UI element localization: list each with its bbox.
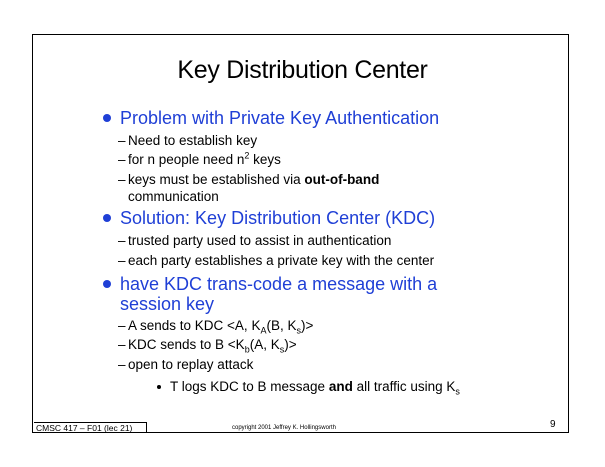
sub-item: – Need to establish key [118,133,258,148]
sub-item: – open to replay attack [118,357,254,372]
footer-copyright: copyright 2001 Jeffrey K. Hollingsworth [232,425,336,431]
bullet-dot [103,280,111,288]
sub-item: – for n people need $n^2$ keys [118,150,281,167]
sub-item: – keys must be established via out-of-band communication [118,172,380,204]
bullet-dot [103,214,111,222]
footer-course: CMSC 417 – F01 (lec 21) [36,423,133,433]
bullet-1 [120,108,439,128]
sub-item: – each party establishes a private key with the center [118,253,435,268]
sub-sub-item: T logs KDC to B message and all traffic using $K_s$ [170,378,460,395]
bullet-2-text: Solution: Key Distribution Center (KDC) [120,208,436,228]
sub-item: – trusted party used to assist in authentication [118,233,392,248]
small-bullet-dot [157,385,161,389]
bullet-2 [120,208,435,228]
bullet-3: have KDC trans-code a message with a session key [120,274,437,314]
sub-item: – KDC sends to $B <K_b(A$, $K_s)>$ [118,337,297,355]
slide-title: Key Distribution Center [177,56,428,84]
footer-page-number: 9 [550,419,556,430]
bullet-dot [103,114,111,122]
sub-item: – A sends to KDC <A, $K_A(B$, $K_s)>$ [118,318,314,336]
bullet-1-text: Problem with Private Key Authentication [120,108,440,128]
